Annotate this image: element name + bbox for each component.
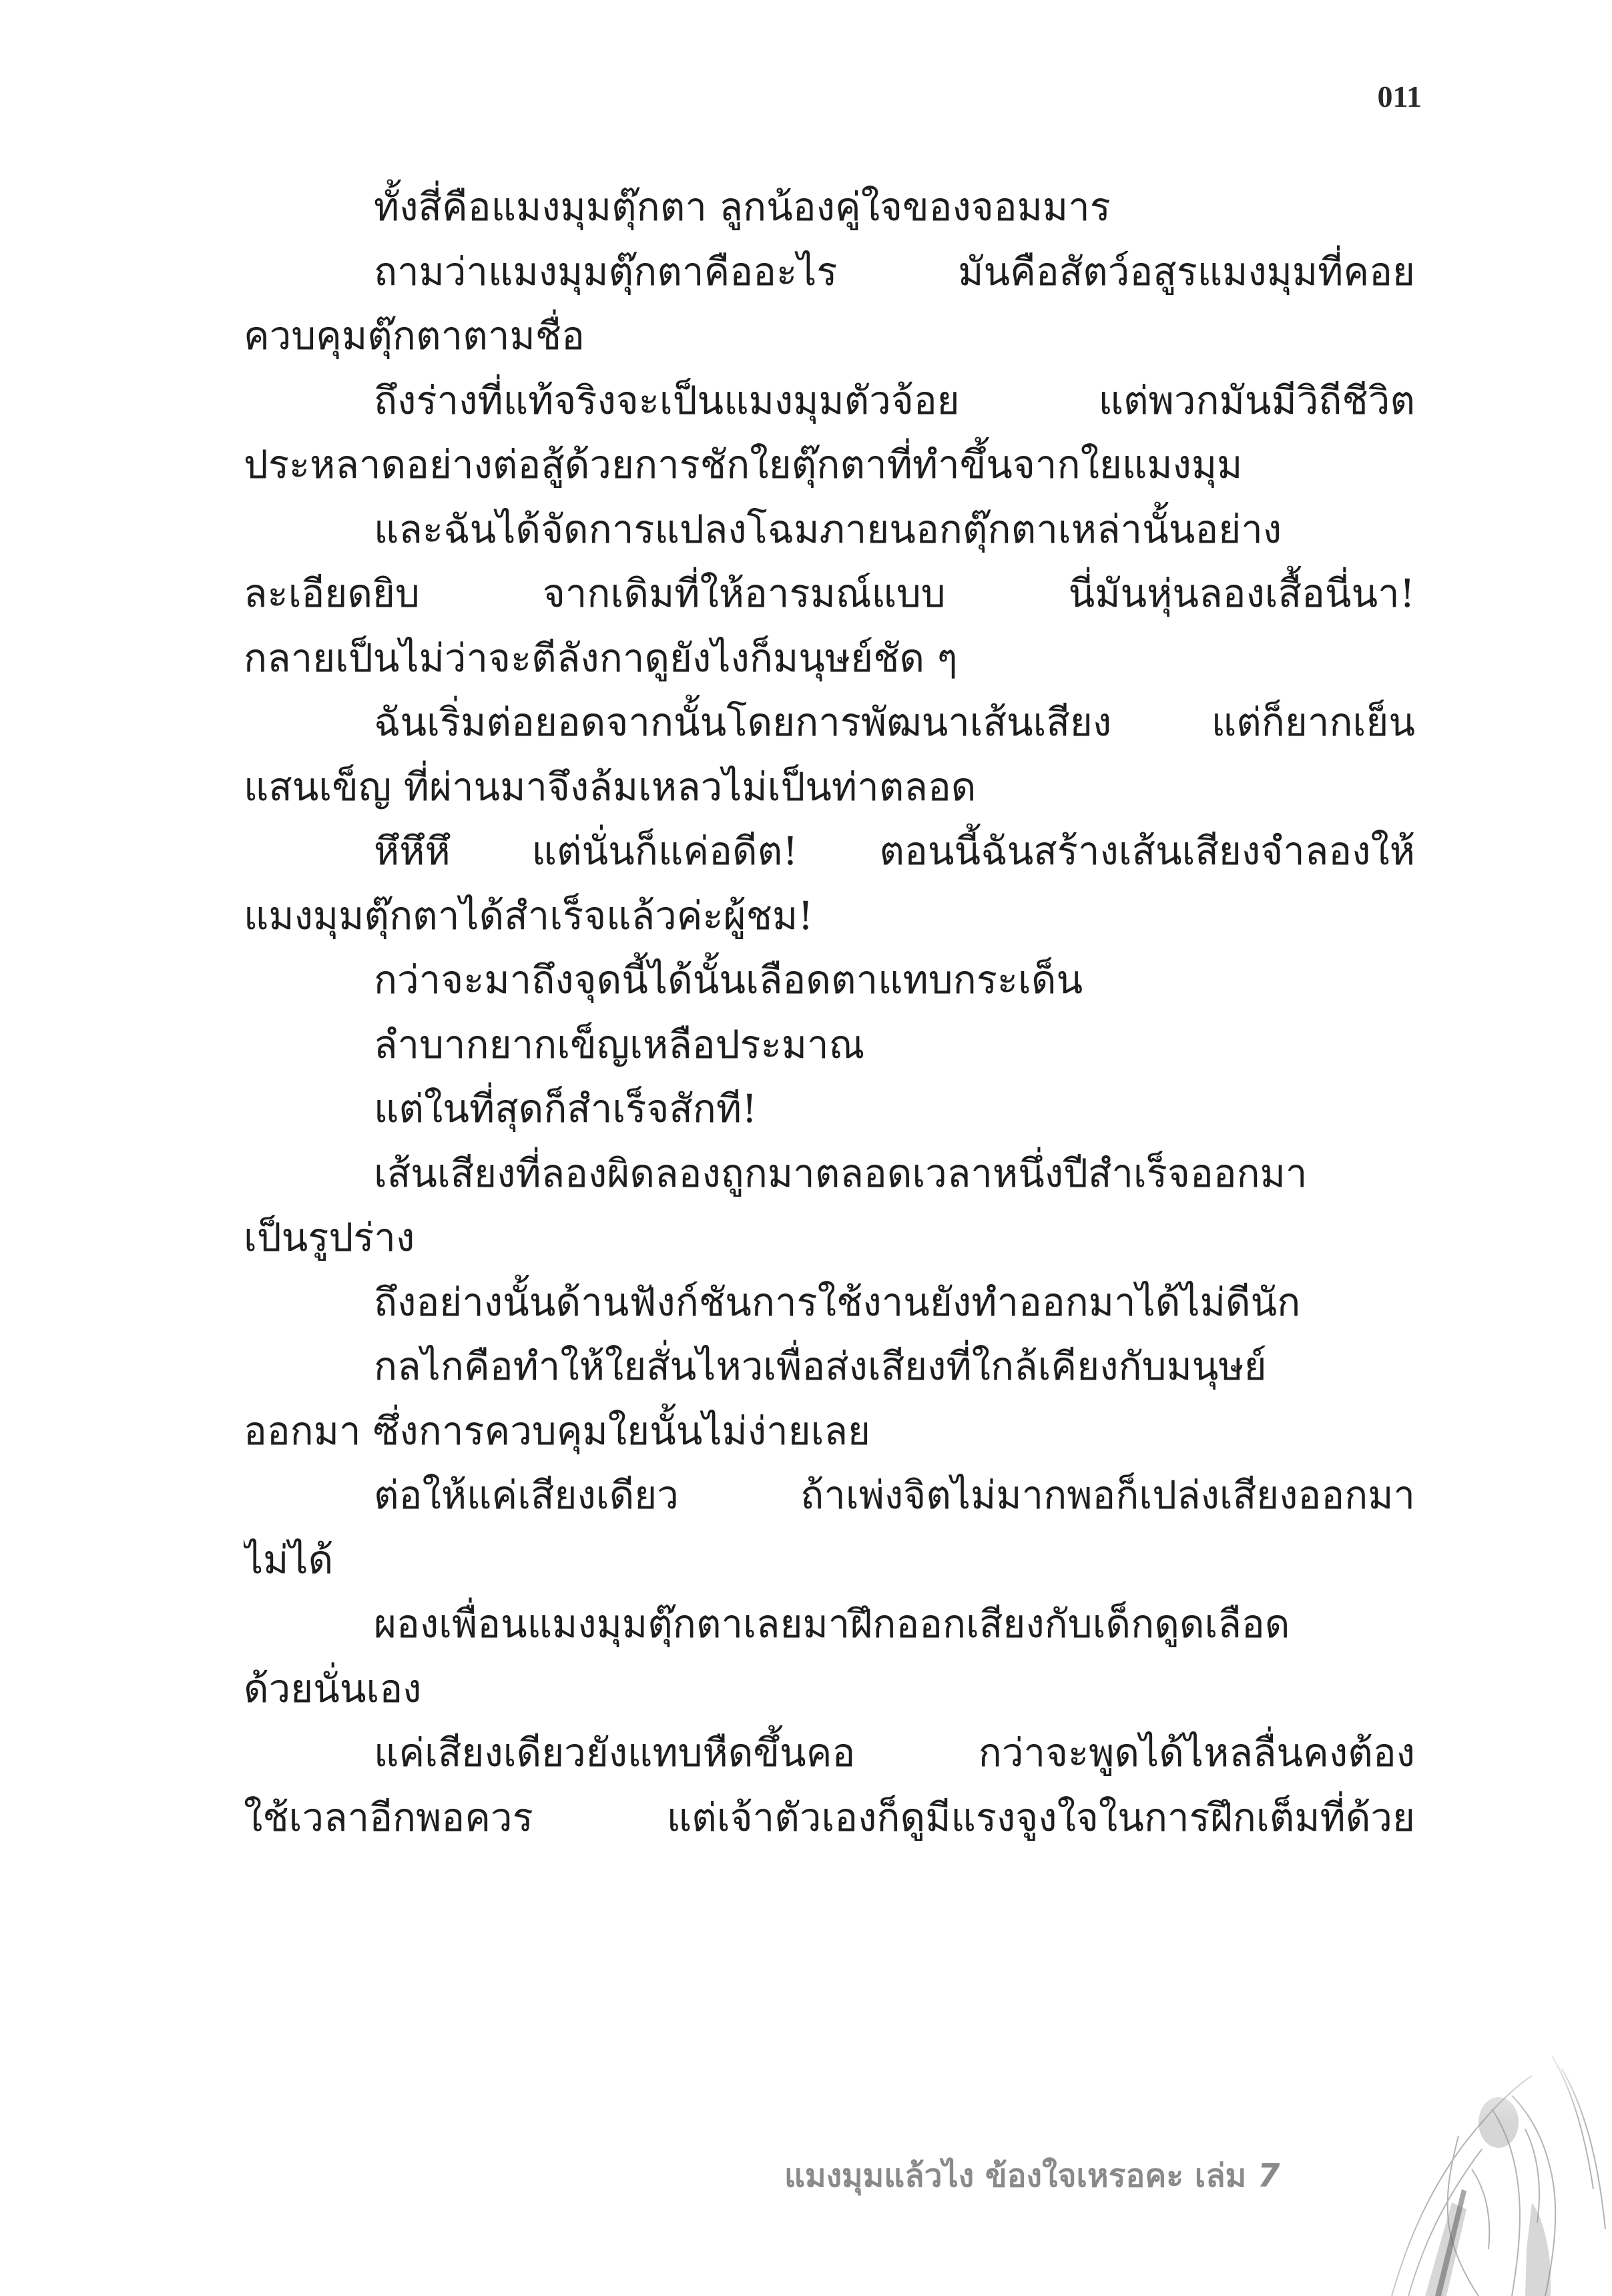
text-line: ใช้เวลาอีกพอควร แต่เจ้าตัวเองก็ดูมีแรงจูงใจในการฝึกเต็มที่ด้วย xyxy=(244,1794,1415,1840)
text-line: แต่ในที่สุดก็สำเร็จสักที! xyxy=(374,1086,758,1131)
page-number: 011 xyxy=(1377,79,1422,113)
volume-number: 7 xyxy=(1257,2157,1280,2195)
text-line: เป็นรูปร่าง xyxy=(244,1215,415,1260)
text-line: ไม่ได้ xyxy=(244,1536,334,1583)
text-line: ถึงอย่างนั้นด้านฟังก์ชันการใช้งานยังทำออกมาได้ไม่ดีนัก xyxy=(374,1279,1301,1325)
book-title: แมงมุมแล้วไง ข้องใจเหรอคะ เล่ม xyxy=(784,2157,1247,2195)
running-footer xyxy=(784,2150,1280,2201)
text-line: ประหลาดอย่างต่อสู้ด้วยการชักใยตุ๊กตาที่ทำขึ้นจากใยแมงมุม xyxy=(244,442,1243,487)
text-line: หึหึหึ แต่นั่นก็แค่อดีต! ตอนนี้ฉันสร้างเส้นเสียงจำลองให้ xyxy=(374,828,1415,874)
text-line: ลำบากยากเข็ญเหลือประมาณ xyxy=(374,1021,865,1067)
text-line: ผองเพื่อนแมงมุมตุ๊กตาเลยมาฝึกออกเสียงกับเด็กดูดเลือด xyxy=(374,1601,1290,1647)
text-line: และฉันได้จัดการแปลงโฉมภายนอกตุ๊กตาเหล่านั้นอย่าง xyxy=(374,506,1282,552)
text-line: ถึงร่างที่แท้จริงจะเป็นแมงมุมตัวจ้อย แต่พวกมันมีวิถีชีวิต xyxy=(374,377,1415,423)
text-line: ถามว่าแมงมุมตุ๊กตาคืออะไร มันคือสัตว์อสูรแมงมุมที่คอย xyxy=(374,248,1415,294)
text-line: แค่เสียงเดียวยังแทบหืดขึ้นคอ กว่าจะพูดได้ไหลลื่นคงต้อง xyxy=(374,1730,1415,1775)
footer-illustration xyxy=(1292,2029,1612,2296)
text-line: แมงมุมตุ๊กตาได้สำเร็จแล้วค่ะผู้ชม! xyxy=(244,892,814,938)
text-line: ด้วยนั่นเอง xyxy=(244,1665,422,1711)
text-line: ออกมา ซึ่งการควบคุมใยนั้นไม่ง่ายเลย xyxy=(244,1408,870,1454)
body-text xyxy=(244,175,1415,1849)
text-line: ควบคุมตุ๊กตาตามชื่อ xyxy=(244,313,585,358)
text-line: ละเอียดยิบ จากเดิมที่ให้อารมณ์แบบ นี่มันหุ่นลองเสื้อนี่นา! xyxy=(244,571,1415,616)
text-line: กว่าจะมาถึงจุดนี้ได้นั้นเลือดตาแทบกระเด็น xyxy=(374,957,1083,1002)
text-line: ต่อให้แค่เสียงเดียว ถ้าเพ่งจิตไม่มากพอก็เปล่งเสียงออกมา xyxy=(374,1472,1415,1518)
text-line: ฉันเริ่มต่อยอดจากนั้นโดยการพัฒนาเส้นเสียง แต่ก็ยากเย็น xyxy=(374,699,1415,745)
text-line: ทั้งสี่คือแมงมุมตุ๊กตา ลูกน้องคู่ใจของจอมมาร xyxy=(374,184,1111,230)
text-line: กลายเป็นไม่ว่าจะตีลังกาดูยังไงก็มนุษย์ชัด ๆ xyxy=(244,635,958,681)
text-line: แสนเข็ญ ที่ผ่านมาจึงล้มเหลวไม่เป็นท่าตลอด xyxy=(244,764,977,810)
text-line: เส้นเสียงที่ลองผิดลองถูกมาตลอดเวลาหนึ่งปีสำเร็จออกมา xyxy=(374,1150,1308,1196)
text-line: กลไกคือทำให้ใยสั่นไหวเพื่อส่งเสียงที่ใกล้เคียงกับมนุษย์ xyxy=(374,1344,1267,1389)
